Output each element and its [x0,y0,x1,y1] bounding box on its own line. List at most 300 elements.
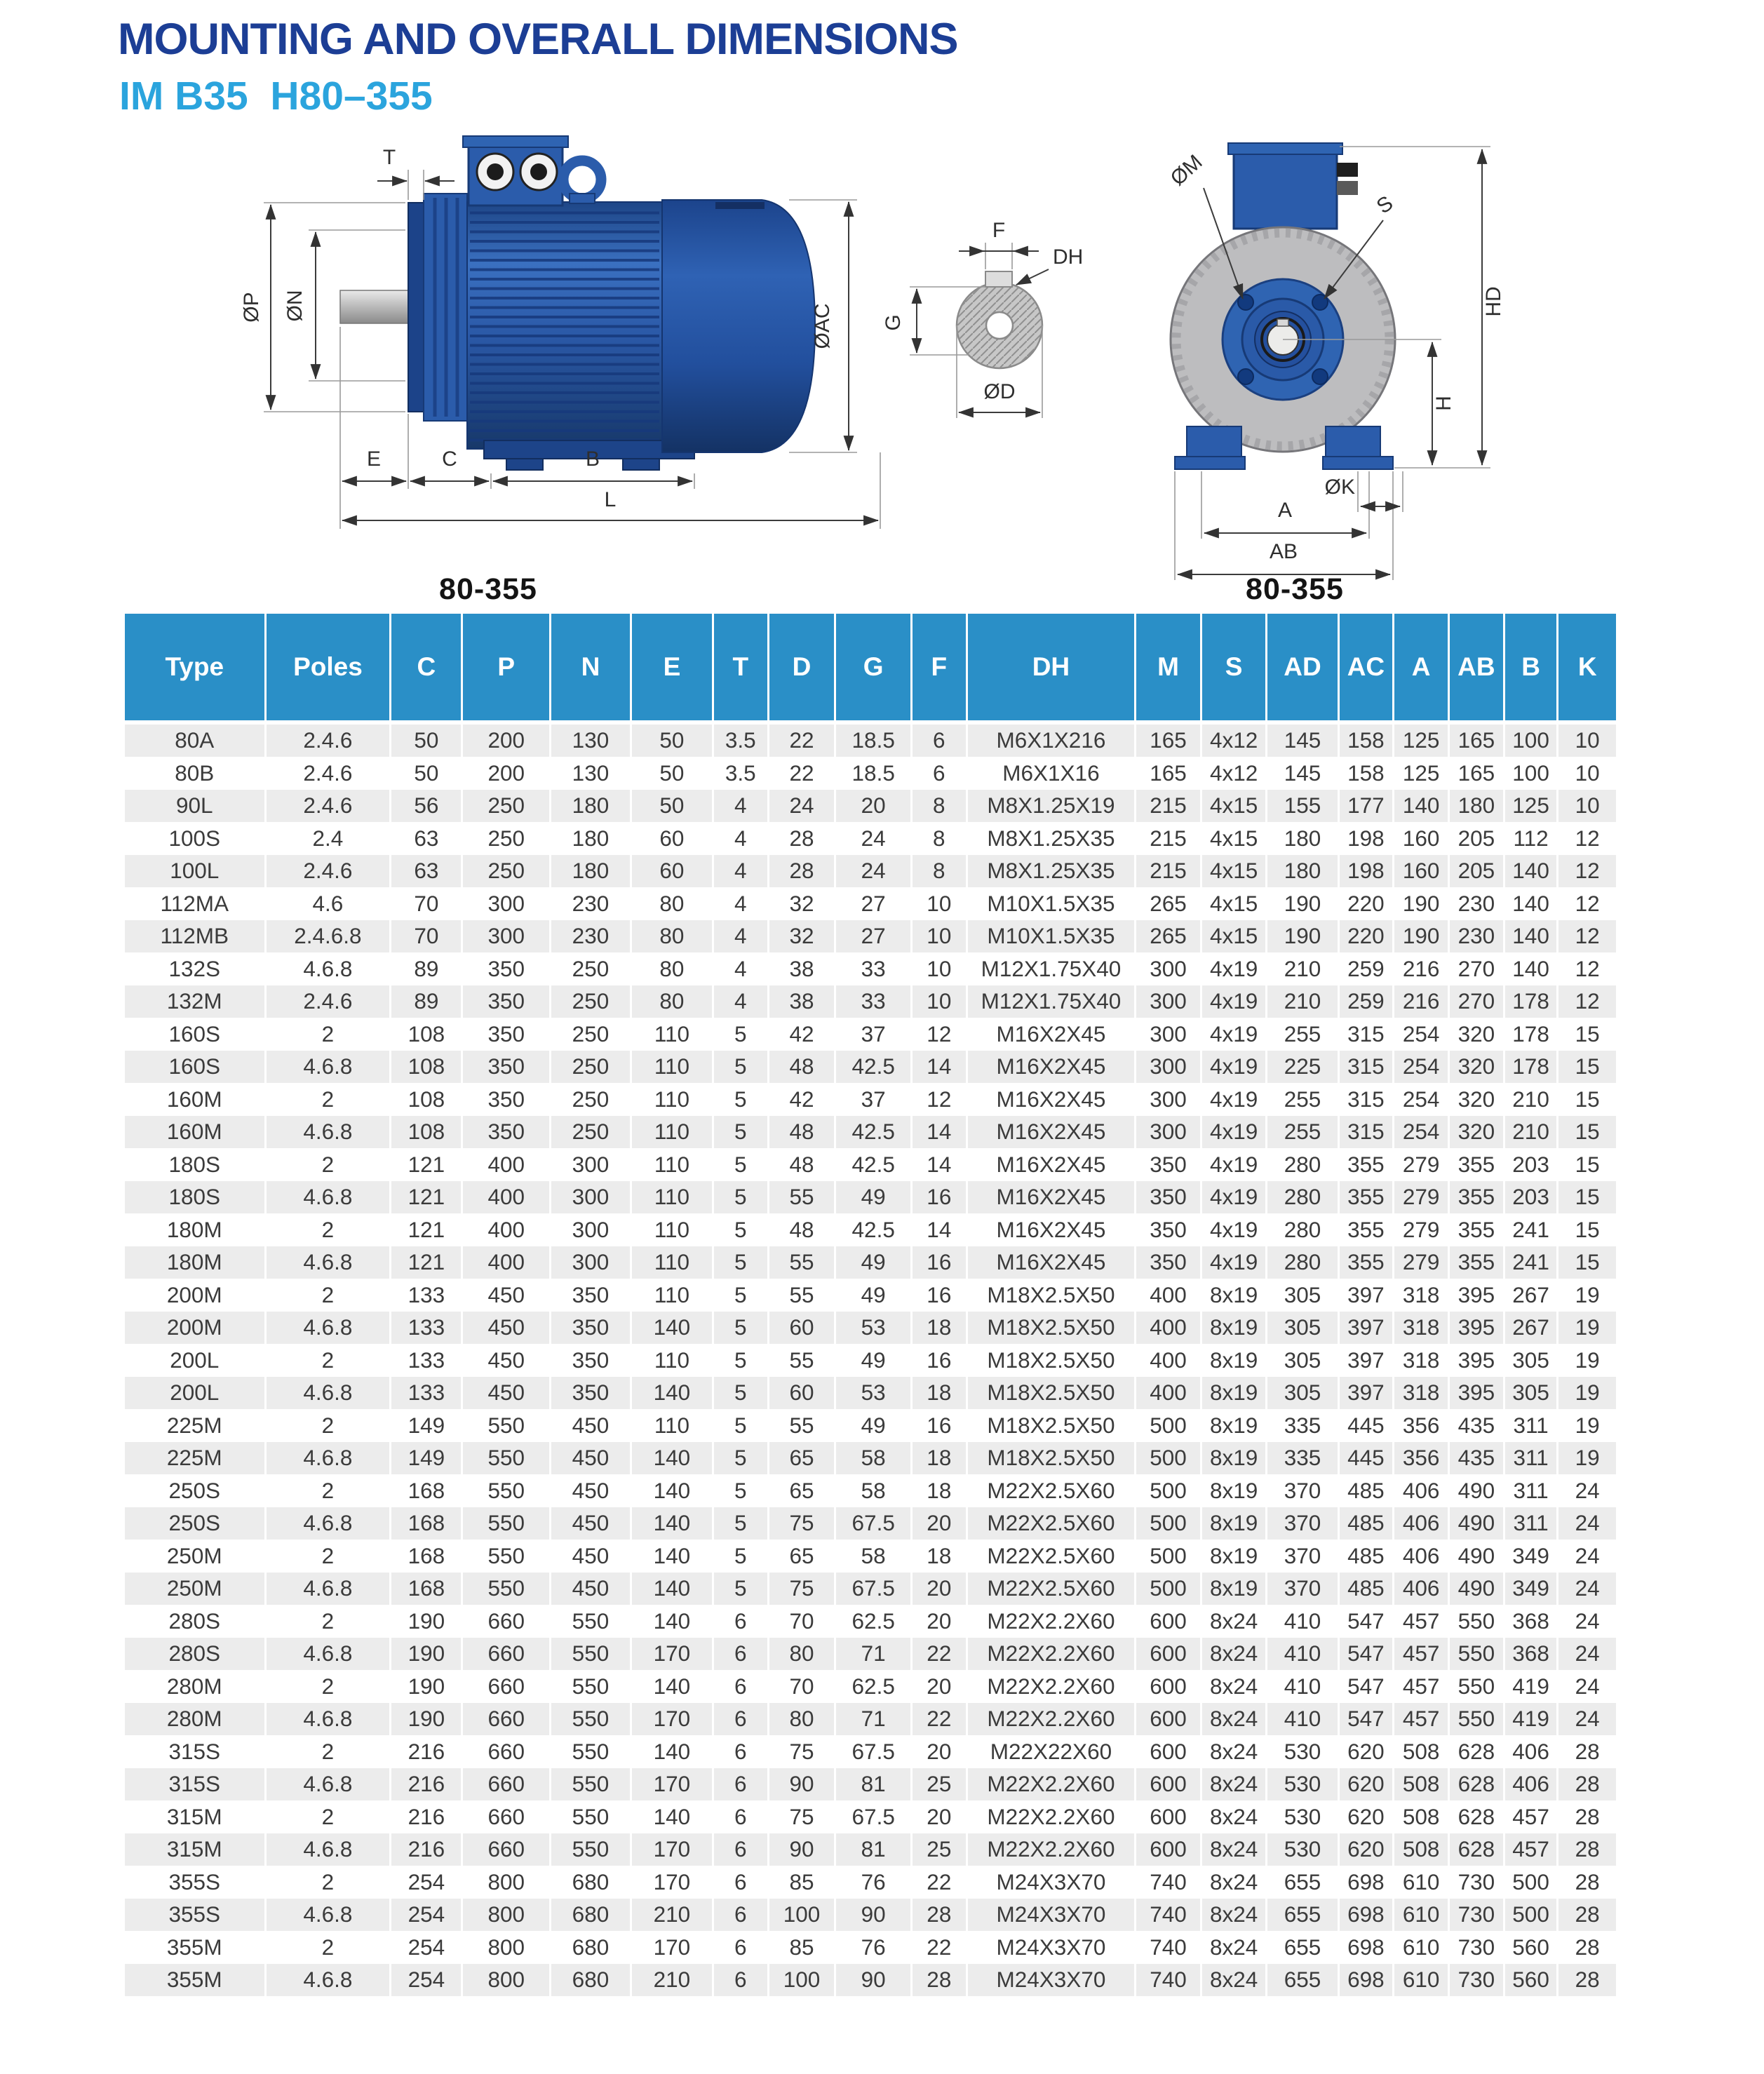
table-cell: 140 [1394,790,1449,823]
table-cell: 350 [1136,1181,1201,1214]
table-cell: 6 [713,1964,768,1997]
table-cell: 355 [1449,1246,1504,1279]
table-cell: 155 [1267,790,1338,823]
table-cell: 356 [1394,1442,1449,1475]
table-cell: 350 [462,1051,551,1084]
table-cell: 130 [551,722,631,757]
table-cell: 200M [166,1281,222,1307]
table-cell: 19 [1558,1409,1616,1442]
table-cell: 450 [462,1377,551,1410]
table-cell: 370 [1267,1474,1338,1507]
table-cell: 660 [462,1833,551,1866]
table-cell: 450 [551,1474,631,1507]
table-cell: 410 [1267,1605,1338,1638]
table-cell: 140 [1504,920,1558,953]
table-cell: 67.5 [835,1507,912,1540]
table-cell: 14 [911,1213,967,1246]
table-cell: 550 [462,1409,551,1442]
table-cell: 60 [768,1377,835,1410]
page-title: MOUNTING AND OVERALL DIMENSIONS [118,15,958,64]
table-cell: 160S [168,1021,221,1046]
table-cell: 28 [1558,1931,1616,1964]
table-cell: 356 [1394,1409,1449,1442]
table-cell: 280 [1267,1213,1338,1246]
table-cell: 335 [1267,1442,1338,1475]
table-cell: M16X2X45 [967,1083,1135,1116]
table-cell: 63 [391,855,462,888]
table-cell: 168 [391,1573,462,1605]
table-cell: 85 [768,1866,835,1899]
table-cell: M22X2.2X60 [967,1800,1135,1833]
table-cell: 250 [551,1018,631,1051]
table-cell: 4x19 [1201,1213,1267,1246]
table-row [125,1899,1616,1932]
table-cell: 600 [1136,1800,1201,1833]
table-cell: 49 [835,1409,912,1442]
table-cell: M18X2.5X50 [967,1442,1135,1475]
table-cell: 4.6.8 [265,1442,391,1475]
table-cell: 355 [1338,1181,1394,1214]
table-cell: 255 [1267,1018,1338,1051]
table-cell: 355S [168,1901,221,1927]
table-cell: 550 [462,1442,551,1475]
flange-bolt-hole [1238,295,1253,310]
table-cell: 85 [768,1931,835,1964]
table-cell: 250 [551,952,631,985]
table-cell: 315M [166,1836,222,1862]
right-leg [1326,426,1380,457]
table-cell: 80 [631,920,713,953]
side-view-motor [340,136,815,470]
table-cell: 205 [1449,855,1504,888]
table-cell: 24 [1558,1507,1616,1540]
table-cell: 660 [462,1670,551,1703]
table-cell: 500 [1136,1507,1201,1540]
table-cell: 550 [551,1605,631,1638]
table-cell: 18.5 [835,722,912,757]
table-cell: 28 [911,1899,967,1932]
shaft-bore [986,312,1013,339]
table-row [125,1213,1616,1246]
header-row [125,614,1616,722]
table-head [125,614,1616,722]
table-cell: 4.6 [265,887,391,920]
table-cell: 2.4.6 [265,855,391,888]
table-cell: 80A [175,727,215,753]
table-cell: 550 [1449,1638,1504,1671]
table-cell: 230 [1449,887,1504,920]
column-header-n: N [551,614,631,722]
table-cell: 8 [911,855,967,888]
table-cell: M22X2.5X60 [967,1474,1135,1507]
table-row [125,1931,1616,1964]
table-cell: M16X2X45 [967,1181,1135,1214]
motor-side-view-diagram [231,91,905,610]
table-cell: 259 [1338,985,1394,1018]
table-cell: 42.5 [835,1051,912,1084]
table-cell: 485 [1338,1573,1394,1605]
table-cell: 140 [631,1507,713,1540]
table-cell: 76 [835,1931,912,1964]
table-cell: 100 [768,1964,835,1997]
table-cell: 121 [391,1181,462,1214]
table-cell: 300 [462,920,551,953]
table-cell: 12 [1558,920,1616,953]
table-cell: 50 [631,722,713,757]
table-cell: 4 [713,790,768,823]
table-cell: 15 [1558,1018,1616,1051]
table-cell: 133 [391,1377,462,1410]
table-cell: 216 [1394,952,1449,985]
table-cell: 15 [1558,1181,1616,1214]
table-cell: 457 [1394,1638,1449,1671]
table-cell: 2.4 [265,822,391,855]
table-cell: 48 [768,1148,835,1181]
table-cell: 280M [166,1673,222,1699]
table-cell: 58 [835,1540,912,1573]
table-cell: 279 [1394,1181,1449,1214]
table-cell: 485 [1338,1507,1394,1540]
table-cell: 90 [768,1768,835,1801]
table-cell: 305 [1267,1312,1338,1345]
table-cell: 5 [713,1474,768,1507]
table-cell: 24 [835,822,912,855]
table-cell: 210 [1267,985,1338,1018]
dim-label-N: ØN [283,290,307,322]
left-foot-pad [1175,457,1245,469]
table-cell: 5 [713,1377,768,1410]
table-cell: 4x15 [1201,790,1267,823]
table-cell: 660 [462,1605,551,1638]
table-cell: 19 [1558,1377,1616,1410]
table-cell: 4x15 [1201,920,1267,953]
table-cell: 27 [835,887,912,920]
table-cell: M22X2.2X60 [967,1703,1135,1736]
table-cell: 400 [1136,1377,1201,1410]
table-cell: M24X3X70 [967,1866,1135,1899]
table-row [125,1442,1616,1475]
table-cell: 4.6.8 [265,1312,391,1345]
table-cell: 660 [462,1800,551,1833]
table-cell: 4.6.8 [265,1573,391,1605]
table-cell: 318 [1394,1279,1449,1312]
table-row [125,1800,1616,1833]
side-view-caption: 80-355 [439,572,537,606]
table-row [125,1116,1616,1149]
table-cell: 300 [551,1246,631,1279]
table-cell: 8x24 [1201,1605,1267,1638]
table-cell: 254 [391,1866,462,1899]
table-cell: 10 [911,985,967,1018]
table-row [125,855,1616,888]
table-cell: 5 [713,1279,768,1312]
table-cell: 14 [911,1051,967,1084]
table-cell: M22X2.2X60 [967,1833,1135,1866]
table-cell: 550 [462,1540,551,1573]
table-cell: 457 [1504,1833,1558,1866]
motor-cooling-fins [470,209,659,445]
table-cell: 368 [1504,1638,1558,1671]
table-cell: 485 [1338,1474,1394,1507]
table-cell: 12 [1558,855,1616,888]
table-cell: 160M [166,1119,222,1145]
table-cell: 550 [551,1800,631,1833]
table-cell: 81 [835,1833,912,1866]
table-cell: 32 [768,920,835,953]
table-row [125,1605,1616,1638]
table-cell: 450 [551,1573,631,1605]
table-cell: 4.6.8 [265,1507,391,1540]
table-cell: 254 [391,1899,462,1932]
table-cell: 22 [911,1703,967,1736]
table-cell: 108 [391,1051,462,1084]
table-cell: 76 [835,1866,912,1899]
table-cell: 2 [265,1018,391,1051]
table-cell: 24 [1558,1638,1616,1671]
table-cell: 180M [166,1249,222,1275]
table-cell: 55 [768,1246,835,1279]
table-cell: 400 [462,1181,551,1214]
table-cell: 10 [911,887,967,920]
table-cell: 300 [1136,985,1201,1018]
table-cell: M22X22X60 [967,1735,1135,1768]
table-cell: M24X3X70 [967,1964,1135,1997]
table-cell: M18X2.5X50 [967,1279,1135,1312]
table-cell: 550 [551,1768,631,1801]
table-cell: 180 [551,822,631,855]
column-header-c: C [391,614,462,722]
table-cell: 3.5 [713,757,768,790]
table-cell: 80 [631,952,713,985]
table-cell: 24 [1558,1573,1616,1605]
table-cell: 6 [713,1931,768,1964]
table-cell: 5 [713,1442,768,1475]
table-cell: 58 [835,1442,912,1475]
table-cell: 740 [1136,1866,1201,1899]
column-header-s: S [1201,614,1267,722]
table-cell: 62.5 [835,1670,912,1703]
table-cell: 216 [391,1768,462,1801]
table-cell: 698 [1338,1899,1394,1932]
table-cell: 70 [768,1670,835,1703]
table-cell: 530 [1267,1735,1338,1768]
table-cell: 4 [713,985,768,1018]
table-cell: 300 [1136,1116,1201,1149]
table-cell: 397 [1338,1279,1394,1312]
table-cell: 2 [265,1409,391,1442]
table-row [125,790,1616,823]
table-cell: 108 [391,1083,462,1116]
table-cell: 89 [391,985,462,1018]
table-cell: 660 [462,1735,551,1768]
table-cell: 20 [911,1800,967,1833]
table-cell: 4 [713,952,768,985]
table-cell: 24 [1558,1540,1616,1573]
table-cell: 305 [1504,1377,1558,1410]
table-cell: 108 [391,1018,462,1051]
table-cell: 4.6.8 [265,1638,391,1671]
table-cell: 125 [1394,757,1449,790]
table-cell: 350 [551,1312,631,1345]
table-cell: 203 [1504,1148,1558,1181]
table-row [125,1409,1616,1442]
table-cell: 250 [551,985,631,1018]
table-cell: 16 [911,1246,967,1279]
table-cell: 216 [1394,985,1449,1018]
table-cell: 300 [1136,1083,1201,1116]
table-cell: 180 [1267,855,1338,888]
dim-label-HD: HD [1482,286,1505,317]
table-cell: 67.5 [835,1573,912,1605]
table-cell: 550 [462,1507,551,1540]
table-cell: 305 [1504,1344,1558,1377]
table-cell: 8x24 [1201,1670,1267,1703]
table-cell: 450 [462,1344,551,1377]
table-cell: 180S [168,1151,221,1177]
table-cell: 600 [1136,1833,1201,1866]
table-cell: 450 [551,1442,631,1475]
table-cell: 8x24 [1201,1964,1267,1997]
table-cell: 132S [168,955,221,981]
motor-endbell [662,200,815,452]
table-cell: 225M [166,1412,222,1438]
column-header-ab: AB [1449,614,1504,722]
table-cell: 10 [1558,757,1616,790]
flange-bolt-hole [1238,369,1253,384]
table-cell: 80 [768,1703,835,1736]
column-header-g: G [835,614,912,722]
dim-label-E: E [366,447,382,471]
table-cell: 530 [1267,1833,1338,1866]
table-cell: 315S [168,1738,221,1764]
table-cell: 280 [1267,1181,1338,1214]
table-cell: 355 [1338,1148,1394,1181]
table-cell: 370 [1267,1573,1338,1605]
motor-front-view-diagram [1108,91,1515,603]
table-row [125,1768,1616,1801]
table-cell: 349 [1504,1573,1558,1605]
table-cell: 550 [551,1833,631,1866]
table-cell: 395 [1449,1377,1504,1410]
table-cell: 140 [631,1442,713,1475]
table-cell: 305 [1267,1279,1338,1312]
table-cell: 457 [1504,1800,1558,1833]
table-cell: 800 [462,1964,551,1997]
table-cell: 6 [911,757,967,790]
table-cell: 140 [631,1540,713,1573]
table-cell: M18X2.5X50 [967,1409,1135,1442]
table-cell: 125 [1504,790,1558,823]
table-cell: 63 [391,822,462,855]
table-cell: 200 [462,722,551,757]
table-cell: 2.4.6 [265,985,391,1018]
table-cell: 800 [462,1866,551,1899]
table-cell: 530 [1267,1800,1338,1833]
table-cell: 250S [168,1510,221,1536]
table-cell: 2.4.6 [265,790,391,823]
table-cell: 4x19 [1201,1051,1267,1084]
table-cell: 2 [265,1800,391,1833]
table-cell: 60 [631,822,713,855]
table-cell: 660 [462,1768,551,1801]
table-row [125,1246,1616,1279]
table-cell: 279 [1394,1148,1449,1181]
table-row [125,1377,1616,1410]
table-cell: 22 [768,722,835,757]
table-cell: 71 [835,1638,912,1671]
table-cell: 12 [911,1083,967,1116]
table-cell: 254 [1394,1018,1449,1051]
table-cell: 67.5 [835,1800,912,1833]
table-cell: 140 [1504,887,1558,920]
table-row [125,1866,1616,1899]
table-cell: 24 [1558,1703,1616,1736]
table-cell: 42 [768,1083,835,1116]
table-cell: 6 [713,1703,768,1736]
table-cell: 550 [462,1474,551,1507]
table-cell: 450 [462,1279,551,1312]
table-cell: 50 [391,757,462,790]
table-row [125,1344,1616,1377]
table-cell: 457 [1394,1703,1449,1736]
table-cell: 165 [1136,722,1201,757]
table-cell: M22X2.2X60 [967,1670,1135,1703]
table-cell: 80 [768,1638,835,1671]
table-cell: 20 [911,1507,967,1540]
table-row [125,985,1616,1018]
table-cell: 15 [1558,1116,1616,1149]
table-cell: 210 [631,1964,713,1997]
table-cell: 500 [1136,1442,1201,1475]
table-cell: 205 [1449,822,1504,855]
table-cell: 280M [166,1706,222,1732]
table-cell: 110 [631,1344,713,1377]
table-cell: 4.6.8 [265,1181,391,1214]
table-cell: 2 [265,1670,391,1703]
table-cell: 27 [835,920,912,953]
table-cell: 419 [1504,1703,1558,1736]
table-cell: 419 [1504,1670,1558,1703]
table-cell: 5 [713,1507,768,1540]
table-cell: 190 [1267,920,1338,953]
table-cell: 655 [1267,1931,1338,1964]
dim-label-A: A [1277,499,1293,522]
table-cell: 60 [768,1312,835,1345]
table-cell: 160 [1394,822,1449,855]
table-cell: 200L [170,1347,220,1373]
table-cell: 2.4.6 [265,722,391,757]
table-cell: 2 [265,1083,391,1116]
table-cell: 4x19 [1201,1246,1267,1279]
table-cell: 132M [166,988,222,1014]
flange-bolt-hole [1312,369,1328,384]
table-cell: M18X2.5X50 [967,1312,1135,1345]
table-cell: 110 [631,1018,713,1051]
foot-pad-front [506,459,543,470]
table-cell: 259 [1338,952,1394,985]
table-cell: M22X2.2X60 [967,1638,1135,1671]
table-cell: 110 [631,1116,713,1149]
table-cell: M16X2X45 [967,1116,1135,1149]
table-cell: 406 [1394,1474,1449,1507]
column-header-p: P [462,614,551,722]
table-cell: 300 [551,1148,631,1181]
table-cell: 121 [391,1213,462,1246]
table-cell: 8x24 [1201,1899,1267,1932]
terminal-box-lid [1228,143,1342,154]
right-foot-pad [1323,457,1393,469]
table-cell: 49 [835,1181,912,1214]
